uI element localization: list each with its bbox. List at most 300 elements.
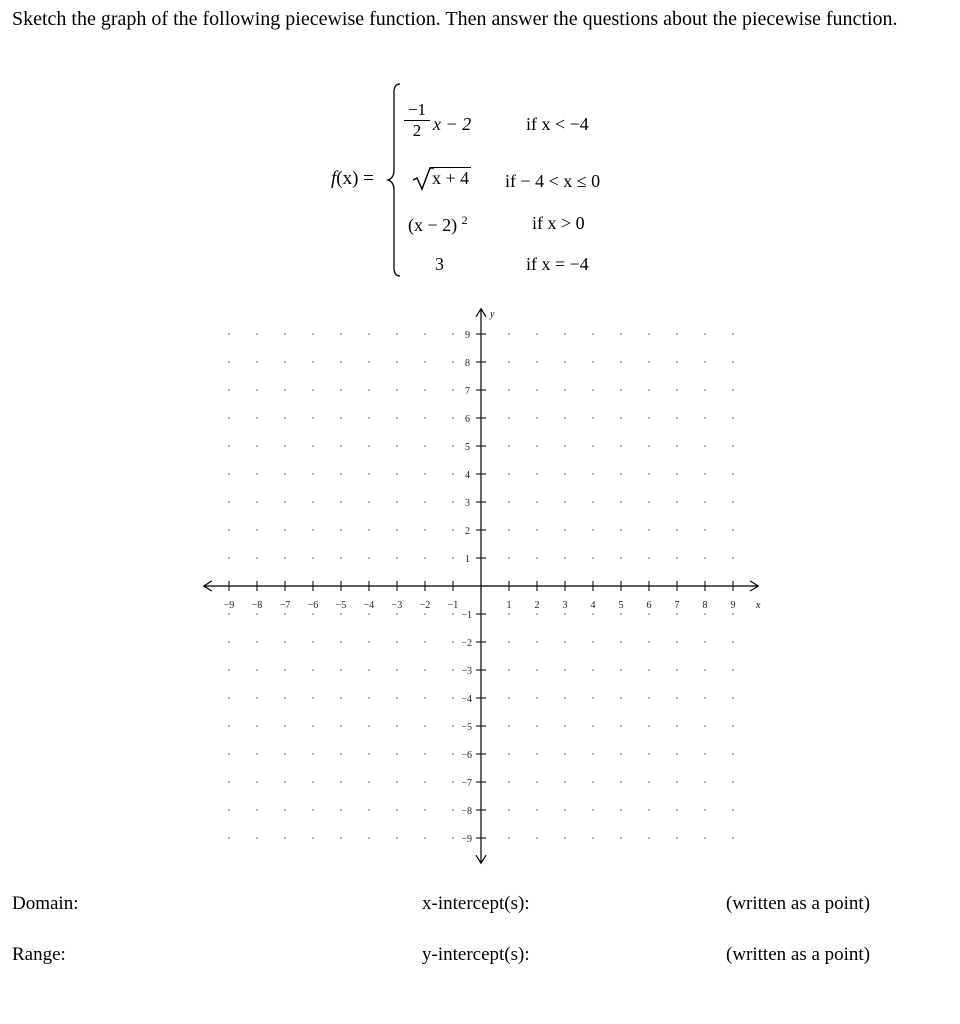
grid-dot <box>508 361 510 363</box>
grid-dot <box>564 557 566 559</box>
grid-dot <box>284 333 286 335</box>
grid-dot <box>676 557 678 559</box>
grid-dot <box>508 781 510 783</box>
grid-dot <box>648 669 650 671</box>
grid-dot <box>536 445 538 447</box>
grid-dot <box>228 809 230 811</box>
grid-dot <box>284 781 286 783</box>
grid-dot <box>620 445 622 447</box>
grid-dot <box>676 445 678 447</box>
grid-dot <box>256 333 258 335</box>
grid-dot <box>256 809 258 811</box>
fraction-denominator: 2 <box>412 121 422 140</box>
grid-dot <box>704 389 706 391</box>
grid-dot <box>340 389 342 391</box>
grid-dot <box>284 557 286 559</box>
grid-dot <box>368 361 370 363</box>
grid-dot <box>452 445 454 447</box>
grid-dot <box>424 333 426 335</box>
grid-dot <box>312 473 314 475</box>
grid-dot <box>620 557 622 559</box>
grid-dot <box>508 529 510 531</box>
grid-dot <box>676 473 678 475</box>
grid-dot <box>704 725 706 727</box>
y-tick-label: 4 <box>465 470 470 481</box>
grid-dot <box>732 501 734 503</box>
grid-dot <box>592 333 594 335</box>
grid-dot <box>564 361 566 363</box>
grid-dot <box>676 725 678 727</box>
grid-dot <box>648 753 650 755</box>
grid-dot <box>564 613 566 615</box>
x-tick-label: 7 <box>674 600 680 611</box>
grid-dot <box>452 473 454 475</box>
grid-dot <box>312 837 314 839</box>
x-tick-label: −9 <box>223 600 235 611</box>
piece-2-condition: if − 4 < x ≤ 0 <box>505 171 601 191</box>
piece-1-condition: if x < −4 <box>526 114 589 134</box>
grid-dot <box>676 613 678 615</box>
grid-dot <box>228 781 230 783</box>
grid-dot <box>256 445 258 447</box>
x-tick-label: −2 <box>419 600 431 611</box>
grid-dot <box>536 725 538 727</box>
grid-dot <box>536 557 538 559</box>
grid-dot <box>368 389 370 391</box>
x-tick-label: 1 <box>506 600 512 611</box>
grid-dot <box>620 837 622 839</box>
grid-dot <box>284 641 286 643</box>
grid-dot <box>704 753 706 755</box>
grid-dot <box>592 837 594 839</box>
y-tick-label: 2 <box>465 526 470 537</box>
x-axis-label: x <box>755 600 761 611</box>
grid-dot <box>452 809 454 811</box>
grid-dot <box>284 613 286 615</box>
grid-dot <box>732 389 734 391</box>
grid-dot <box>452 697 454 699</box>
grid-dot <box>312 613 314 615</box>
grid-dot <box>648 529 650 531</box>
grid-dot <box>676 389 678 391</box>
grid-dot <box>536 333 538 335</box>
grid-dot <box>508 809 510 811</box>
grid-dot <box>732 333 734 335</box>
grid-dot <box>620 641 622 643</box>
x-tick-label: −8 <box>251 600 263 611</box>
y-tick-label: 9 <box>465 330 470 341</box>
grid-dot <box>732 361 734 363</box>
grid-dot <box>704 613 706 615</box>
x-intercept-label: x-intercept(s): <box>422 893 530 914</box>
grid-dot <box>228 333 230 335</box>
grid-dot <box>508 725 510 727</box>
function-name: f <box>331 168 337 189</box>
grid-dot <box>592 781 594 783</box>
y-tick-label: −1 <box>461 610 472 621</box>
grid-dot <box>396 333 398 335</box>
grid-dot <box>536 613 538 615</box>
grid-dot <box>396 445 398 447</box>
grid-dot <box>620 613 622 615</box>
grid-dot <box>592 501 594 503</box>
grid-dot <box>228 501 230 503</box>
grid-dot <box>228 837 230 839</box>
grid-dot <box>732 641 734 643</box>
grid-dot <box>620 809 622 811</box>
grid-dot <box>256 529 258 531</box>
y-tick-label: −7 <box>461 778 472 789</box>
y-tick-label: 3 <box>465 498 470 509</box>
grid-dot <box>368 669 370 671</box>
grid-dot <box>536 809 538 811</box>
grid-dot <box>704 361 706 363</box>
grid-dot <box>452 725 454 727</box>
x-tick-label: −6 <box>307 600 319 611</box>
grid-dot <box>620 725 622 727</box>
grid-dot <box>312 333 314 335</box>
x-tick-label: 4 <box>590 600 596 611</box>
grid-dot <box>368 613 370 615</box>
grid-dot <box>228 753 230 755</box>
grid-dot <box>508 641 510 643</box>
grid-dot <box>592 557 594 559</box>
grid-dot <box>704 641 706 643</box>
y-tick-label: 5 <box>465 442 470 453</box>
grid-dot <box>704 781 706 783</box>
grid-dot <box>256 837 258 839</box>
x-tick-label: −7 <box>279 600 291 611</box>
grid-dot <box>592 445 594 447</box>
grid-dot <box>676 697 678 699</box>
grid-dot <box>592 725 594 727</box>
y-intercept-label: y-intercept(s): <box>422 944 530 965</box>
grid-dot <box>620 417 622 419</box>
grid-dot <box>424 417 426 419</box>
grid-dot <box>452 613 454 615</box>
grid-dot <box>508 389 510 391</box>
y-tick-label: −4 <box>461 694 472 705</box>
grid-dot <box>536 529 538 531</box>
grid-dot <box>676 333 678 335</box>
grid-dot <box>368 473 370 475</box>
grid-dot <box>284 837 286 839</box>
grid-dot <box>564 781 566 783</box>
grid-dot <box>312 361 314 363</box>
grid-dot <box>312 501 314 503</box>
x-tick-label: 9 <box>730 600 736 611</box>
grid-dot <box>536 641 538 643</box>
grid-dot <box>424 445 426 447</box>
grid-dot <box>732 697 734 699</box>
grid-dot <box>704 417 706 419</box>
grid-dot <box>676 641 678 643</box>
grid-dot <box>648 837 650 839</box>
grid-dot <box>368 501 370 503</box>
grid-dot <box>536 837 538 839</box>
grid-dot <box>648 809 650 811</box>
piece-3-exponent: 2 <box>461 213 468 227</box>
grid-dot <box>424 613 426 615</box>
grid-dot <box>228 361 230 363</box>
y-axis-label: y <box>490 308 495 320</box>
grid-dot <box>452 837 454 839</box>
grid-dot <box>424 669 426 671</box>
grid-dot <box>676 501 678 503</box>
grid-dot <box>256 361 258 363</box>
grid-dot <box>508 557 510 559</box>
grid-dot <box>508 669 510 671</box>
x-tick-label: 8 <box>702 600 708 611</box>
grid-dot <box>648 697 650 699</box>
grid-dot <box>452 781 454 783</box>
grid-dot <box>620 529 622 531</box>
grid-dot <box>228 557 230 559</box>
grid-dot <box>312 669 314 671</box>
grid-dot <box>340 837 342 839</box>
grid-dot <box>424 837 426 839</box>
y-tick-label: −3 <box>461 666 472 677</box>
piece-4-expression: 3 <box>435 254 444 274</box>
grid-dot <box>368 641 370 643</box>
grid-dot <box>368 809 370 811</box>
grid-dot <box>508 333 510 335</box>
grid-dot <box>284 501 286 503</box>
grid-dot <box>368 529 370 531</box>
grid-dot <box>536 697 538 699</box>
grid-dot <box>340 641 342 643</box>
grid-dot <box>732 781 734 783</box>
grid-dot <box>592 529 594 531</box>
grid-dot <box>508 417 510 419</box>
grid-dot <box>368 333 370 335</box>
grid-dot <box>732 445 734 447</box>
grid-dot <box>508 445 510 447</box>
y-tick-label: −2 <box>461 638 472 649</box>
grid-dot <box>592 361 594 363</box>
grid-dot <box>424 809 426 811</box>
grid-dot <box>312 809 314 811</box>
grid-dot <box>648 417 650 419</box>
grid-dot <box>396 753 398 755</box>
grid-dot <box>368 753 370 755</box>
grid-dot <box>368 725 370 727</box>
grid-dot <box>508 473 510 475</box>
grid-dot <box>256 613 258 615</box>
grid-dot <box>564 417 566 419</box>
y-tick-label: −8 <box>461 806 472 817</box>
grid-dot <box>732 809 734 811</box>
grid-dot <box>704 501 706 503</box>
grid-dot <box>452 641 454 643</box>
grid-dot <box>256 669 258 671</box>
grid-dot <box>564 389 566 391</box>
grid-dot <box>676 753 678 755</box>
grid-dot <box>732 725 734 727</box>
grid-dot <box>704 445 706 447</box>
grid-dot <box>284 529 286 531</box>
grid-dot <box>676 361 678 363</box>
grid-dot <box>368 781 370 783</box>
grid-dot <box>564 445 566 447</box>
grid-dot <box>340 361 342 363</box>
grid-dot <box>452 501 454 503</box>
grid-dot <box>536 501 538 503</box>
instructions-text: Sketch the graph of the following piecewise function. Then answer the questions about the piecewise function. <box>12 8 898 30</box>
grid-dot <box>536 361 538 363</box>
grid-dot <box>340 753 342 755</box>
grid-dot <box>592 389 594 391</box>
piece-1-expression: x − 2 <box>433 114 472 134</box>
grid-dot <box>620 333 622 335</box>
grid-dot <box>340 501 342 503</box>
grid-dot <box>648 781 650 783</box>
grid-dot <box>648 389 650 391</box>
grid-dot <box>312 445 314 447</box>
grid-dot <box>564 333 566 335</box>
grid-dot <box>536 753 538 755</box>
grid-dot <box>648 613 650 615</box>
grid-dot <box>340 809 342 811</box>
grid-dot <box>704 529 706 531</box>
grid-dot <box>704 557 706 559</box>
grid-dot <box>340 417 342 419</box>
grid-dot <box>256 725 258 727</box>
grid-dot <box>256 389 258 391</box>
grid-dot <box>312 781 314 783</box>
grid-dot <box>676 417 678 419</box>
grid-dot <box>536 417 538 419</box>
grid-dot <box>564 725 566 727</box>
x-tick-label: 6 <box>646 600 652 611</box>
grid-dot <box>312 725 314 727</box>
grid-dot <box>340 473 342 475</box>
y-tick-label: 8 <box>465 358 470 369</box>
grid-dot <box>704 697 706 699</box>
grid-dot <box>732 557 734 559</box>
grid-dot <box>732 473 734 475</box>
grid-dot <box>592 417 594 419</box>
grid-dot <box>704 837 706 839</box>
grid-dot <box>732 753 734 755</box>
grid-dot <box>368 557 370 559</box>
grid-dot <box>592 613 594 615</box>
grid-dot <box>340 333 342 335</box>
grid-dot <box>452 361 454 363</box>
grid-dot <box>648 473 650 475</box>
grid-dot <box>396 809 398 811</box>
grid-dot <box>676 809 678 811</box>
grid-dot <box>508 697 510 699</box>
point-note-x: (written as a point) <box>726 893 871 914</box>
grid-dot <box>732 669 734 671</box>
grid-dot <box>228 669 230 671</box>
grid-dot <box>592 809 594 811</box>
grid-dot <box>368 417 370 419</box>
grid-dot <box>284 725 286 727</box>
grid-dot <box>396 529 398 531</box>
range-label: Range: <box>12 944 66 965</box>
grid-dot <box>452 753 454 755</box>
grid-dot <box>424 361 426 363</box>
y-tick-label: 1 <box>465 554 470 565</box>
grid-dot <box>396 669 398 671</box>
radicand: x + 4 <box>432 168 470 188</box>
grid-dot <box>592 669 594 671</box>
grid-dot <box>424 501 426 503</box>
grid-dot <box>536 781 538 783</box>
grid-dot <box>284 445 286 447</box>
x-tick-label: 3 <box>562 600 568 611</box>
grid-dot <box>228 473 230 475</box>
grid-dot <box>256 473 258 475</box>
y-tick-label: 7 <box>465 386 470 397</box>
grid-dot <box>536 669 538 671</box>
grid-dot <box>592 473 594 475</box>
grid-dot <box>396 781 398 783</box>
grid-dot <box>312 529 314 531</box>
grid-dot <box>620 781 622 783</box>
grid-dot <box>620 697 622 699</box>
grid-dot <box>396 557 398 559</box>
grid-dot <box>508 501 510 503</box>
grid-dot <box>424 557 426 559</box>
grid-dot <box>424 781 426 783</box>
grid-dot <box>648 501 650 503</box>
grid-dot <box>564 473 566 475</box>
grid-dot <box>228 641 230 643</box>
grid-dot <box>424 725 426 727</box>
grid-dot <box>340 613 342 615</box>
grid-dot <box>620 669 622 671</box>
grid-dot <box>732 613 734 615</box>
grid-dot <box>704 473 706 475</box>
grid-dot <box>368 445 370 447</box>
grid-dot <box>228 725 230 727</box>
grid-dot <box>564 837 566 839</box>
grid-dot <box>312 389 314 391</box>
grid-dot <box>424 641 426 643</box>
grid-dot <box>228 417 230 419</box>
grid-dot <box>732 417 734 419</box>
grid-dot <box>732 837 734 839</box>
x-tick-label: −1 <box>447 600 459 611</box>
x-tick-label: 2 <box>534 600 540 611</box>
function-arg: (x) = <box>336 168 374 189</box>
grid-dot <box>564 669 566 671</box>
domain-label: Domain: <box>12 893 79 914</box>
grid-dot <box>228 697 230 699</box>
grid-dot <box>228 389 230 391</box>
grid-dot <box>312 417 314 419</box>
grid-dot <box>228 529 230 531</box>
grid-dot <box>284 809 286 811</box>
grid-dot <box>648 557 650 559</box>
grid-dot <box>424 473 426 475</box>
grid-dot <box>340 669 342 671</box>
point-note-y: (written as a point) <box>726 944 871 965</box>
grid-dot <box>536 389 538 391</box>
grid-dot <box>312 697 314 699</box>
grid-dot <box>704 669 706 671</box>
grid-dot <box>648 641 650 643</box>
grid-dot <box>284 361 286 363</box>
grid-dot <box>508 613 510 615</box>
grid-dot <box>592 697 594 699</box>
grid-dot <box>620 361 622 363</box>
grid-dot <box>284 753 286 755</box>
grid-dot <box>284 473 286 475</box>
